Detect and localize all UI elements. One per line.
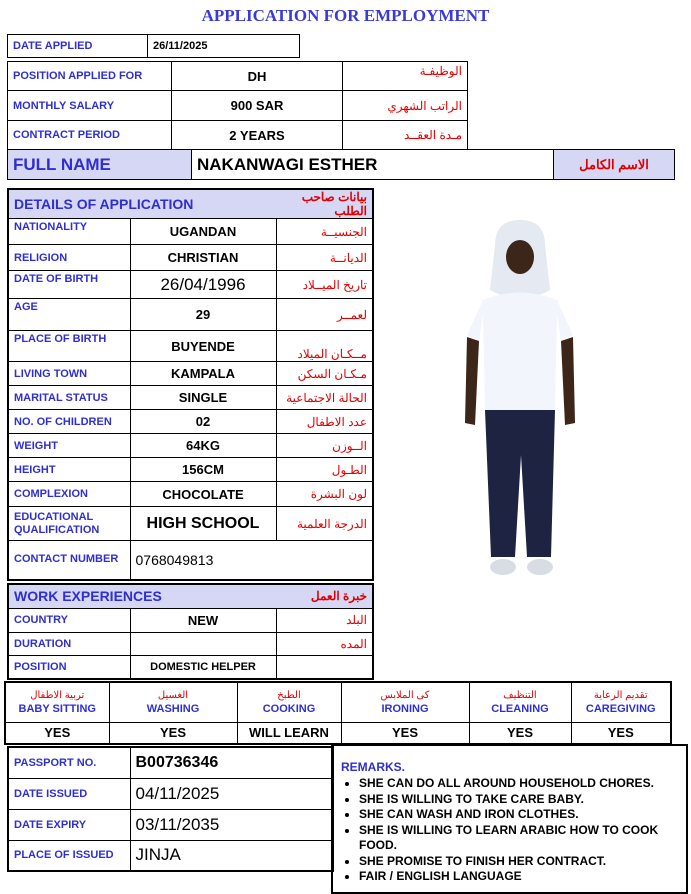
- salary-ar: الراتب الشهري: [343, 91, 468, 121]
- details-row: AGE 29 لعمــر: [8, 299, 373, 331]
- remark-item: • SHE CAN WASH AND IRON CLOTHES.: [359, 807, 678, 823]
- contact-label: CONTACT NUMBER: [8, 541, 130, 580]
- work-table: [7, 583, 374, 680]
- remark-item: • SHE IS WILLING TO TAKE CARE BABY.: [359, 792, 678, 808]
- contact-value: 0768049813: [130, 541, 373, 580]
- work-header-ar: خبرة العمل: [276, 584, 373, 608]
- work-header-label: WORK EXPERIENCES: [8, 584, 276, 608]
- skill-value: YES: [109, 722, 237, 744]
- details-row: LIVING TOWN KAMPALA مـكـان السكن: [8, 362, 373, 386]
- skill-cell: كى الملابس IRONING: [341, 682, 469, 722]
- passport-row: DATE EXPIRY 03/11/2035: [8, 809, 333, 840]
- skill-cell: التنظيف CLEANING: [469, 682, 571, 722]
- work-header: [8, 584, 373, 608]
- details-row: DATE OF BIRTH 26/04/1996 تاريخ الميــلاد: [8, 271, 373, 299]
- skill-cell: الطبخ COOKING: [237, 682, 341, 722]
- contact-row: [8, 541, 373, 580]
- salary-label: MONTHLY SALARY: [8, 91, 172, 121]
- details-row: RELIGION CHRISTIAN الديانــة: [8, 245, 373, 271]
- date-applied-value: 26/11/2025: [148, 35, 300, 58]
- full-name-label: FULL NAME: [8, 150, 192, 180]
- skills-value-row: [5, 722, 671, 744]
- position-label: POSITION APPLIED FOR: [8, 62, 172, 91]
- remarks-box: [331, 744, 688, 894]
- remark-item: • SHE PROMISE TO FINISH HER CONTRACT.: [359, 854, 678, 870]
- work-row: COUNTRY NEW البلد: [8, 608, 373, 632]
- details-table: [7, 188, 374, 581]
- details-row: EDUCATIONAL QUALIFICATION HIGH SCHOOL الدرجة العلمية: [8, 507, 373, 541]
- skill-cell: الغسيل WASHING: [109, 682, 237, 722]
- full-name-ar: الاسم الكامل: [554, 150, 675, 180]
- position-value: DH: [172, 62, 343, 91]
- full-name-table: [7, 149, 675, 180]
- details-row: NO. OF CHILDREN 02 عدد الاطفال: [8, 410, 373, 434]
- position-ar: الوظيفـة: [343, 62, 468, 91]
- remarks-title: REMARKS.: [341, 760, 406, 774]
- remark-item: • SHE IS WILLING TO LEARN ARABIC HOW TO COOK FOOD.: [359, 823, 678, 854]
- details-row: HEIGHT 156CM الطـول: [8, 458, 373, 482]
- details-header: [8, 189, 373, 219]
- position-table: [7, 61, 468, 150]
- date-applied-label: DATE APPLIED: [8, 35, 148, 58]
- passport-table: [7, 746, 334, 872]
- details-row: MARITAL STATUS SINGLE الحالة الاجتماعية: [8, 386, 373, 410]
- passport-row: PASSPORT NO. B00736346: [8, 747, 333, 778]
- skill-cell: تربية الاطفال BABY SITTING: [5, 682, 109, 722]
- skills-table: [4, 681, 672, 745]
- details-header-ar: بيانات صاحب الطلب: [276, 189, 373, 219]
- contract-label: CONTRACT PERIOD: [8, 121, 172, 150]
- remarks-list: [341, 776, 678, 885]
- skill-cell: تقديم الرعاية CAREGIVING: [571, 682, 671, 722]
- skill-value: YES: [469, 722, 571, 744]
- full-name-value: NAKANWAGI ESTHER: [192, 150, 554, 180]
- contract-ar: مـدة العقــد: [343, 121, 468, 150]
- passport-row: PLACE OF ISSUED JINJA: [8, 840, 333, 871]
- passport-row: DATE ISSUED 04/11/2025: [8, 778, 333, 809]
- skill-value: YES: [571, 722, 671, 744]
- details-row: PLACE OF BIRTH BUYENDE مــكـان الميلاد: [8, 331, 373, 362]
- remark-item: • SHE CAN DO ALL AROUND HOUSEHOLD CHORES.: [359, 776, 678, 792]
- page-title: APPLICATION FOR EMPLOYMENT: [201, 6, 490, 25]
- skill-value: YES: [341, 722, 469, 744]
- skills-header-row: [5, 682, 671, 722]
- remark-item: • FAIR / ENGLISH LANGUAGE: [359, 869, 678, 885]
- skill-value: WILL LEARN: [237, 722, 341, 744]
- work-row: POSITION DOMESTIC HELPER: [8, 655, 373, 679]
- details-header-label: DETAILS OF APPLICATION: [8, 189, 276, 219]
- date-applied-table: [7, 34, 300, 58]
- applicant-photo: [455, 215, 585, 585]
- salary-value: 900 SAR: [172, 91, 343, 121]
- details-row: WEIGHT 64KG الــوزن: [8, 434, 373, 458]
- details-row: COMPLEXION CHOCOLATE لون البشرة: [8, 482, 373, 507]
- work-row: DURATION المده: [8, 632, 373, 655]
- skill-value: YES: [5, 722, 109, 744]
- details-row: NATIONALITY UGANDAN الجنسيــة: [8, 219, 373, 245]
- contract-value: 2 YEARS: [172, 121, 343, 150]
